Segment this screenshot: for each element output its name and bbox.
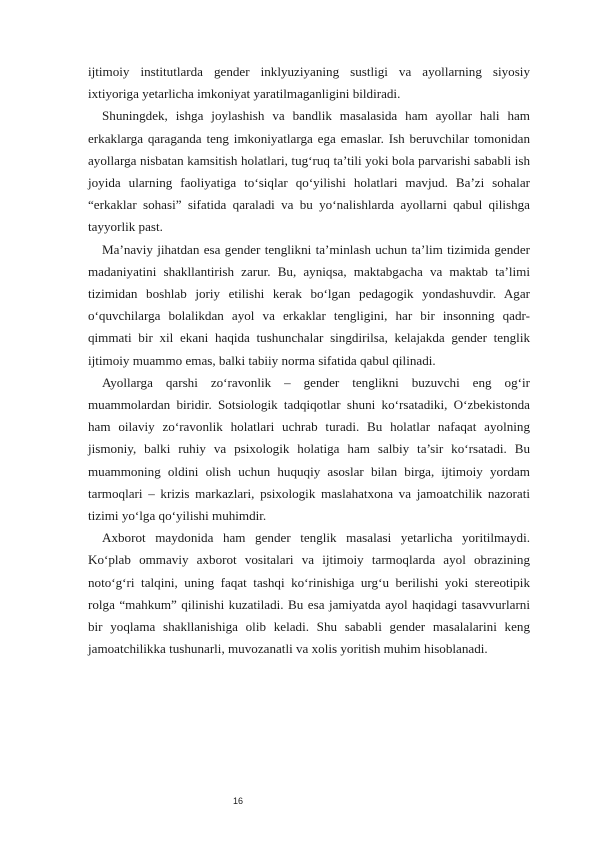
paragraph-employment: Shuningdek, ishga joylashish va bandlik masalasida ham ayollar hali ham erkaklarga qaraganda teng imkoniyatlarga ega emaslar. Ish beruvchilar tomonidan ayollarga nisbatan kamsitish holatlari, tug‘ruq ta’tili yoki bola parvarishi sababli ish joyida ularning faoliyatiga to‘siqlar qo‘yilishi holatlari mavjud. Ba’zi sohalar “erkaklar sohasi” sifatida qaraladi va bu yo‘nalishlarda ayollarni qabul qilishga tayyorlik past.	[88, 108, 530, 235]
page-number: 16	[233, 796, 244, 806]
paragraph-media: Axborot maydonida ham gender tenglik masalasi yetarlicha yoritilmaydi. Ko‘plab ommaviy axborot vositalari va ijtimoiy tarmoqlarda ayol obrazining noto‘g‘ri talqini, uning faqat tashqi ko‘rinishiga urg‘u berilishi yoki stereotipik rolga “mahkum” qilinishi kuzatiladi. Bu esa jamiyatda ayol haqidagi tasavvurlarni bir yoqlama shakllanishiga olib keladi. Shu sababli gender masalalarini keng jamoatchilikka tushunarli, muvozanatli va xolis yoritish muhim hisoblanadi.	[88, 530, 530, 657]
paragraph-violence: Ayollarga qarshi zo‘ravonlik – gender tenglikni buzuvchi eng og‘ir muammolardan biridir. Sotsiologik tadqiqotlar shuni ko‘rsatadiki, O‘zbekistonda ham oilaviy zo‘ravonlik holatlari uchrab turadi. Bu holatlar nafaqat ayolning jismoniy, balki ruhiy va psixologik holatiga ham salbiy ta’sir ko‘rsatadi. Bu muammoning oldini olish uchun huquqiy asoslar bilan birga, ijtimoiy yordam tarmoqlari – krizis markazlari, psixologik maslahatxona va jamoatchilik nazorati tizimi yo‘lga qo‘yilishi muhimdir.	[88, 374, 530, 524]
body-text	[88, 61, 530, 660]
paragraph-continuation: ijtimoiy institutlarda gender inklyuziyaning sustligi va ayollarning siyosiy ixtiyoriga yetarlicha imkoniyat yaratilmaganligini bildiradi.	[88, 64, 530, 102]
paragraph-education: Ma’naviy jihatdan esa gender tenglikni ta’minlash uchun ta’lim tizimida gender madaniyatini shakllantirish zarur. Bu, ayniqsa, maktabgacha va maktab ta’limi tizimidan boshlab joriy etilishi kerak bo‘lgan pedagogik yondashuvdir. Agar o‘quvchilarga bolalikdan ayol va erkaklar tengligini, har bir insonning qadr-qimmati bir xil ekani haqida tushunchalar singdirilsa, kelajakda gender tenglik ijtimoiy muammo emas, balki tabiiy norma sifatida qabul qilinadi.	[88, 241, 530, 368]
